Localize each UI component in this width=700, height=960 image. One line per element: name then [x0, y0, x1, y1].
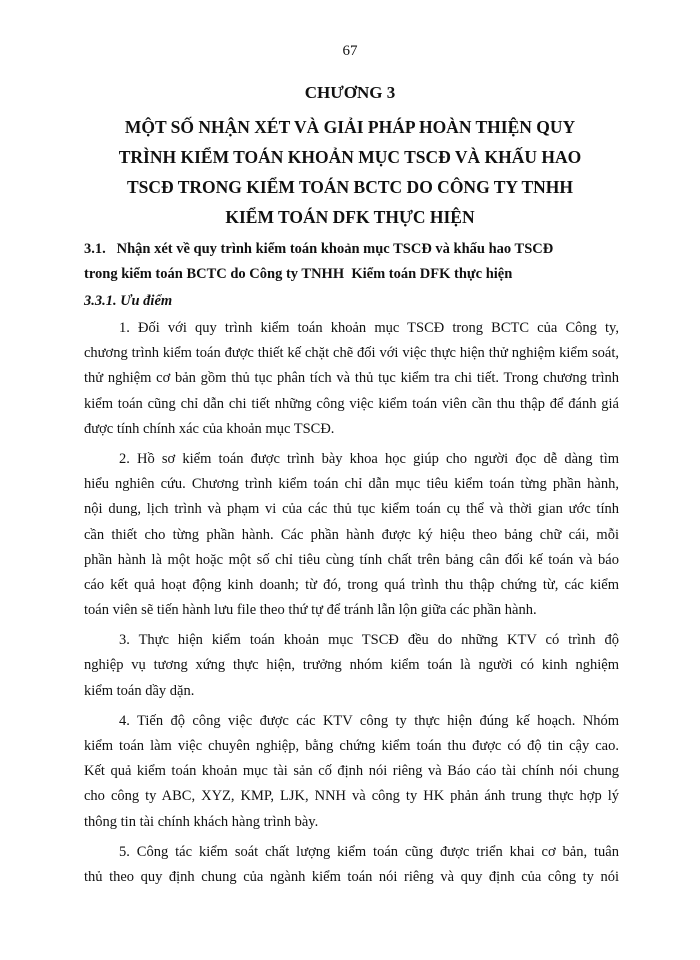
text-line: thử nghiệm cơ bản gồm thủ tục phân tích và thủ tục kiểm tra chi tiết. Trong chương trình: [84, 370, 619, 387]
chapter-title-line: MỘT SỐ NHẬN XÉT VÀ GIẢI PHÁP HOÀN THIỆN QUY: [124, 117, 576, 137]
section-heading: [84, 237, 619, 287]
page-number: 67: [342, 43, 358, 59]
text-line: kiểm toán cũng chỉ dẫn chi tiết những công việc kiểm toán viên cần thu thập để đánh giá: [84, 395, 619, 412]
paragraph-1: [84, 316, 619, 442]
subsection-heading: 3.3.1. Ưu điểm: [84, 293, 173, 309]
text-line: kiểm toán làm việc chuyên nghiệp, bằng chứng kiểm toán thu được có độ tin cậy cao.: [84, 738, 619, 754]
text-line: toán viên sẽ tiến hành lưu file theo thứ tự để tránh lẫn lộn giữa các phần hành.: [84, 602, 537, 619]
text-line: cho công ty ABC, XYZ, KMP, LJK, NNH và công ty HK phản ánh trung thực hợp lý: [84, 788, 619, 805]
paragraph-5: [84, 840, 619, 890]
text-line: Kết quả kiểm toán khoản mục tài sản cố định nói riêng và Báo cáo tài chính nói chung: [84, 763, 619, 780]
section-heading-line: trong kiểm toán BCTC do Công ty TNHH Kiểm toán DFK thực hiện: [84, 266, 513, 282]
chapter-title-line: TRÌNH KIỂM TOÁN KHOẢN MỤC TSCĐ VÀ KHẤU HAO: [118, 147, 582, 167]
text-line: 4. Tiến độ công việc được các KTV công ty thực hiện đúng kế hoạch. Nhóm: [119, 712, 619, 729]
text-line: được tính chính xác của khoản mục TSCĐ.: [84, 420, 335, 437]
text-line: phần hành là một hoặc một số chỉ tiêu cùng tính chất trên bảng cân đối kế toán và báo: [84, 551, 619, 568]
text-line: cần thiết cho từng phần hành. Các phần hành được ký hiệu theo bảng chữ cái, mỗi: [84, 526, 619, 543]
text-line: nội dung, lịch trình và phạm vi của các thủ tục kiểm toán cụ thể và thời gian ước tính: [84, 501, 619, 518]
text-line: 2. Hồ sơ kiểm toán được trình bày khoa học giúp cho người đọc dễ dàng tìm: [119, 450, 619, 467]
chapter-label: CHƯƠNG 3: [304, 83, 396, 102]
text-line: thủ theo quy định chung của ngành kiểm toán nói riêng và quy định của công ty nói: [84, 868, 619, 885]
paragraph-3: [84, 628, 619, 704]
chapter-title-line: TSCĐ TRONG KIỂM TOÁN BCTC DO CÔNG TY TNHH: [126, 177, 573, 197]
text-line: hiểu nghiên cứu. Chương trình kiểm toán chỉ dẫn mục tiêu kiểm toán từng phần hành,: [84, 476, 619, 493]
text-line: 3. Thực hiện kiểm toán khoản mục TSCĐ đều do những KTV có trình độ: [119, 632, 619, 649]
text-line: chương trình kiểm toán được thiết kế chặt chẽ đối với việc thực hiện thử nghiệm kiểm soát,: [84, 345, 619, 362]
text-line: 1. Đối với quy trình kiểm toán khoản mục TSCĐ trong BCTC của Công ty,: [119, 320, 619, 336]
text-line: cáo kết quả hoạt động kinh doanh; từ đó, trong quá trình thu thập chứng từ, các kiểm: [84, 576, 619, 593]
text-line: nghiệp vụ tương xứng thực hiện, trưởng nhóm kiểm toán là người có kinh nghiệm: [84, 657, 619, 674]
text-line: kiểm toán dầy dặn.: [84, 682, 195, 699]
paragraph-2: [84, 447, 619, 623]
text-line: 5. Công tác kiểm soát chất lượng kiểm toán cũng được triển khai cơ bản, tuân: [119, 843, 619, 860]
body-text: [84, 316, 619, 895]
section-heading-line: 3.1. Nhận xét về quy trình kiểm toán khoản mục TSCĐ và khấu hao TSCĐ: [84, 241, 554, 257]
text-line: thông tin tài chính khách hàng trình bày.: [84, 813, 319, 830]
chapter-title-line: KIỂM TOÁN DFK THỰC HIỆN: [225, 207, 475, 227]
chapter-title: [80, 112, 620, 232]
paragraph-4: [84, 709, 619, 835]
